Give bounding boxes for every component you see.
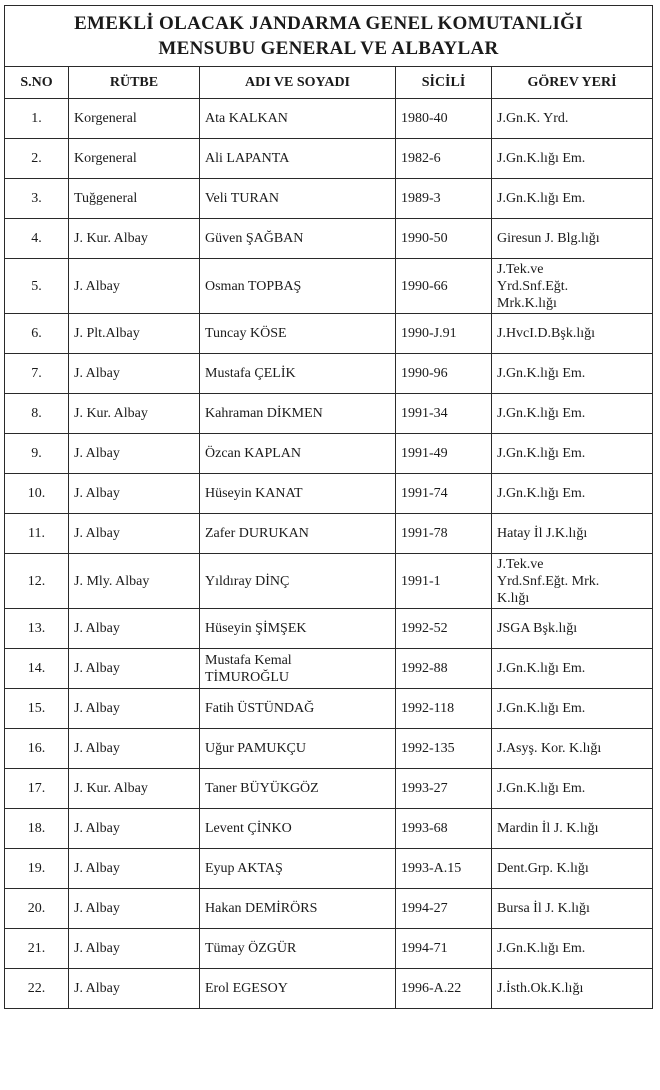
cell-registry: 1990-96: [396, 354, 492, 394]
cell-registry: 1992-135: [396, 729, 492, 769]
cell-name-line: Hüseyin ŞİMŞEK: [205, 621, 307, 636]
table-row: [5, 514, 653, 554]
cell-sno: 5.: [5, 259, 69, 314]
cell-name-line: Ali LAPANTA: [205, 151, 290, 166]
cell-sno: 1.: [5, 99, 69, 139]
cell-duty-line: J.Gn.K.lığı Em.: [497, 366, 586, 381]
cell-duty: [492, 434, 653, 474]
cell-registry: 1996-A.22: [396, 969, 492, 1009]
table-row: [5, 769, 653, 809]
cell-sno: 12.: [5, 554, 69, 609]
cell-name: [200, 649, 396, 689]
cell-sno: 6.: [5, 314, 69, 354]
cell-duty-line: J.Gn.K. Yrd.: [497, 111, 569, 126]
column-header-registry: SİCİLİ: [396, 67, 492, 99]
cell-name-line: Eyup AKTAŞ: [205, 861, 283, 876]
cell-duty-line: J.Gn.K.lığı Em.: [497, 661, 586, 676]
cell-rank: J. Albay: [69, 689, 200, 729]
table-row: [5, 849, 653, 889]
cell-duty-line: Dent.Grp. K.lığı: [497, 861, 589, 876]
cell-name: [200, 314, 396, 354]
cell-duty-line: J.Gn.K.lığı Em.: [497, 151, 586, 166]
cell-name: [200, 179, 396, 219]
cell-name-line: Güven ŞAĞBAN: [205, 231, 304, 246]
table-row: [5, 139, 653, 179]
cell-name: [200, 354, 396, 394]
cell-registry: 1990-66: [396, 259, 492, 314]
cell-rank: J. Albay: [69, 929, 200, 969]
table-body: [5, 99, 653, 1009]
cell-sno: 2.: [5, 139, 69, 179]
table-row: [5, 649, 653, 689]
cell-duty: [492, 394, 653, 434]
table-row: [5, 314, 653, 354]
cell-sno: 22.: [5, 969, 69, 1009]
cell-name: [200, 99, 396, 139]
cell-rank: J. Albay: [69, 514, 200, 554]
cell-sno: 7.: [5, 354, 69, 394]
cell-name-line: Yıldıray DİNÇ: [205, 573, 290, 589]
cell-name-line: Uğur PAMUKÇU: [205, 741, 307, 756]
cell-sno: 19.: [5, 849, 69, 889]
cell-duty: [492, 99, 653, 139]
table-row: [5, 609, 653, 649]
cell-duty-line: J.Gn.K.lığı Em.: [497, 446, 586, 461]
cell-registry: 1982-6: [396, 139, 492, 179]
table-row: [5, 729, 653, 769]
cell-registry: 1991-49: [396, 434, 492, 474]
cell-name-line: Kahraman DİKMEN: [205, 406, 323, 421]
cell-duty: [492, 474, 653, 514]
cell-rank: J. Albay: [69, 649, 200, 689]
cell-duty: [492, 609, 653, 649]
cell-registry: 1989-3: [396, 179, 492, 219]
cell-duty: [492, 259, 653, 314]
cell-name: [200, 609, 396, 649]
cell-duty: [492, 314, 653, 354]
cell-registry: 1980-40: [396, 99, 492, 139]
cell-duty-line: J.Gn.K.lığı Em.: [497, 486, 586, 501]
cell-duty-line: J.Tek.ve: [497, 261, 544, 277]
table-row: [5, 689, 653, 729]
cell-duty-line: JSGA Bşk.lığı: [497, 621, 578, 636]
cell-sno: 20.: [5, 889, 69, 929]
table-row: [5, 889, 653, 929]
cell-duty: [492, 689, 653, 729]
cell-name: [200, 219, 396, 259]
cell-duty-line: Giresun J. Blg.lığı: [497, 231, 600, 246]
cell-sno: 18.: [5, 809, 69, 849]
cell-sno: 17.: [5, 769, 69, 809]
cell-duty-line: J.Tek.ve: [497, 556, 544, 572]
title-line-1: EMEKLİ OLACAK JANDARMA GENEL KOMUTANLIĞI: [74, 13, 583, 34]
table-row: [5, 554, 653, 609]
table-row: [5, 434, 653, 474]
table-row: [5, 969, 653, 1009]
cell-registry: 1993-A.15: [396, 849, 492, 889]
cell-name: [200, 554, 396, 609]
cell-registry: 1991-1: [396, 554, 492, 609]
table-row: [5, 219, 653, 259]
cell-rank: Korgeneral: [69, 139, 200, 179]
cell-name-line: Fatih ÜSTÜNDAĞ: [205, 701, 315, 716]
cell-duty-line: K.lığı: [497, 590, 530, 606]
cell-rank: J. Kur. Albay: [69, 394, 200, 434]
cell-name-line: Tümay ÖZGÜR: [205, 941, 297, 956]
cell-rank: J. Plt.Albay: [69, 314, 200, 354]
cell-name-line: Levent ÇİNKO: [205, 821, 292, 836]
cell-name: [200, 514, 396, 554]
cell-duty-line: Mrk.K.lığı: [497, 295, 557, 311]
cell-rank: J. Albay: [69, 474, 200, 514]
cell-duty: [492, 929, 653, 969]
cell-registry: 1994-71: [396, 929, 492, 969]
cell-sno: 21.: [5, 929, 69, 969]
roster-table: [4, 5, 653, 1009]
cell-name-line: Hüseyin KANAT: [205, 486, 303, 501]
cell-name: [200, 929, 396, 969]
cell-duty: [492, 179, 653, 219]
cell-duty: [492, 889, 653, 929]
table-row: [5, 179, 653, 219]
column-header-name: ADI VE SOYADI: [200, 67, 396, 99]
cell-rank: Korgeneral: [69, 99, 200, 139]
cell-duty-line: J.Gn.K.lığı Em.: [497, 191, 586, 206]
table-row: [5, 929, 653, 969]
cell-registry: 1991-34: [396, 394, 492, 434]
cell-name: [200, 849, 396, 889]
table-row: [5, 354, 653, 394]
cell-name: [200, 729, 396, 769]
cell-duty: [492, 554, 653, 609]
cell-registry: 1993-68: [396, 809, 492, 849]
cell-duty-line: J.HvcI.D.Bşk.lığı: [497, 326, 595, 341]
cell-name: [200, 259, 396, 314]
cell-rank: J. Albay: [69, 434, 200, 474]
cell-name-line: Mustafa ÇELİK: [205, 366, 296, 381]
cell-name-line: TİMUROĞLU: [205, 669, 289, 685]
cell-rank: J. Albay: [69, 354, 200, 394]
cell-rank: J. Kur. Albay: [69, 219, 200, 259]
title-line-2: MENSUBU GENERAL VE ALBAYLAR: [158, 38, 499, 59]
cell-rank: Tuğgeneral: [69, 179, 200, 219]
cell-registry: 1991-74: [396, 474, 492, 514]
column-header-rank: RÜTBE: [69, 67, 200, 99]
cell-name: [200, 434, 396, 474]
column-header-sno: S.NO: [5, 67, 69, 99]
cell-duty-line: J.Gn.K.lığı Em.: [497, 701, 586, 716]
table-row: [5, 99, 653, 139]
cell-rank: J. Albay: [69, 259, 200, 314]
cell-name-line: Tuncay KÖSE: [205, 326, 287, 341]
cell-name-line: Hakan DEMİRÖRS: [205, 901, 318, 916]
cell-rank: J. Albay: [69, 809, 200, 849]
cell-duty-line: Bursa İl J. K.lığı: [497, 901, 590, 916]
cell-registry: 1992-118: [396, 689, 492, 729]
cell-sno: 8.: [5, 394, 69, 434]
cell-name: [200, 394, 396, 434]
cell-rank: J. Albay: [69, 849, 200, 889]
cell-duty: [492, 969, 653, 1009]
table-row: [5, 474, 653, 514]
cell-rank: J. Mly. Albay: [69, 554, 200, 609]
cell-registry: 1992-88: [396, 649, 492, 689]
cell-duty: [492, 649, 653, 689]
cell-sno: 15.: [5, 689, 69, 729]
cell-name: [200, 969, 396, 1009]
cell-name-line: Zafer DURUKAN: [205, 526, 309, 541]
cell-duty-line: Hatay İl J.K.lığı: [497, 526, 588, 541]
cell-rank: J. Albay: [69, 889, 200, 929]
cell-sno: 10.: [5, 474, 69, 514]
cell-registry: 1994-27: [396, 889, 492, 929]
cell-rank: J. Albay: [69, 729, 200, 769]
table-row: [5, 394, 653, 434]
cell-duty-line: J.Asyş. Kor. K.lığı: [497, 741, 602, 756]
cell-duty: [492, 219, 653, 259]
cell-duty: [492, 139, 653, 179]
cell-name: [200, 139, 396, 179]
header-row: [5, 67, 653, 99]
cell-name: [200, 689, 396, 729]
cell-rank: J. Kur. Albay: [69, 769, 200, 809]
cell-name-line: Mustafa Kemal: [205, 652, 292, 668]
cell-name-line: Ata KALKAN: [205, 111, 288, 126]
cell-duty-line: Yrd.Snf.Eğt. Mrk.: [497, 573, 600, 589]
cell-duty: [492, 729, 653, 769]
cell-registry: 1992-52: [396, 609, 492, 649]
cell-sno: 14.: [5, 649, 69, 689]
cell-duty-line: J.İsth.Ok.K.lığı: [497, 981, 584, 996]
cell-duty: [492, 809, 653, 849]
cell-sno: 11.: [5, 514, 69, 554]
table-row: [5, 809, 653, 849]
cell-sno: 13.: [5, 609, 69, 649]
cell-duty: [492, 849, 653, 889]
cell-name-line: Özcan KAPLAN: [205, 446, 302, 461]
cell-duty-line: Yrd.Snf.Eğt.: [497, 278, 569, 294]
table-row: [5, 259, 653, 314]
cell-name-line: Veli TURAN: [205, 191, 280, 206]
cell-registry: 1991-78: [396, 514, 492, 554]
table-title: [5, 6, 653, 67]
cell-duty-line: Mardin İl J. K.lığı: [497, 821, 599, 836]
cell-registry: 1990-J.91: [396, 314, 492, 354]
cell-duty-line: J.Gn.K.lığı Em.: [497, 781, 586, 796]
cell-name: [200, 769, 396, 809]
cell-duty-line: J.Gn.K.lığı Em.: [497, 406, 586, 421]
cell-name-line: Osman TOPBAŞ: [205, 278, 302, 294]
cell-rank: J. Albay: [69, 609, 200, 649]
cell-duty-line: J.Gn.K.lığı Em.: [497, 941, 586, 956]
cell-name: [200, 809, 396, 849]
column-header-duty: GÖREV YERİ: [492, 67, 653, 99]
cell-duty: [492, 514, 653, 554]
cell-registry: 1993-27: [396, 769, 492, 809]
cell-registry: 1990-50: [396, 219, 492, 259]
cell-sno: 3.: [5, 179, 69, 219]
cell-name: [200, 889, 396, 929]
cell-sno: 9.: [5, 434, 69, 474]
cell-name: [200, 474, 396, 514]
cell-duty: [492, 354, 653, 394]
cell-rank: J. Albay: [69, 969, 200, 1009]
cell-sno: 4.: [5, 219, 69, 259]
cell-sno: 16.: [5, 729, 69, 769]
cell-name-line: Erol EGESOY: [205, 981, 288, 996]
cell-name-line: Taner BÜYÜKGÖZ: [205, 781, 319, 796]
cell-duty: [492, 769, 653, 809]
